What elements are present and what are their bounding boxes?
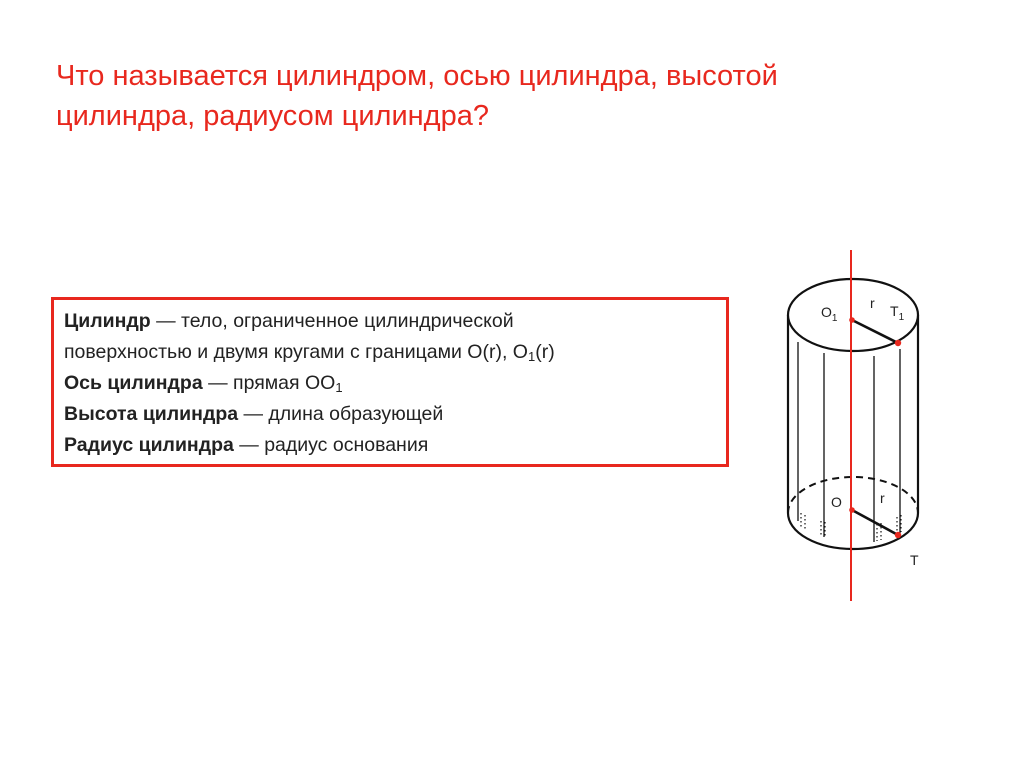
definition-height-text: — длина образующей: [238, 403, 444, 425]
definition-radius: [64, 430, 720, 461]
definition-axis: [64, 368, 720, 399]
definition-cylinder-text-2a: поверхностью и двумя кругами с границами O(r), O: [64, 341, 528, 363]
term-height: Высота цилиндра: [64, 403, 239, 425]
definitions-list: [64, 306, 720, 461]
definition-cylinder-line-2: [64, 337, 720, 368]
point-o: [849, 507, 855, 513]
term-radius: Радиус цилиндра: [64, 434, 234, 456]
label-o1: $O_1$: [821, 304, 838, 324]
definition-cylinder-line-1: [64, 306, 720, 337]
definition-cylinder-subscript: 1: [527, 349, 536, 364]
term-axis: Ось цилиндра: [64, 372, 203, 394]
point-t: [895, 532, 901, 538]
cylinder-figure: [770, 245, 950, 610]
slide-title: [56, 56, 956, 136]
bottom-radius-segment: [852, 510, 898, 535]
cylinder-diagram: [770, 245, 950, 610]
definition-radius-text: — радиус основания: [233, 434, 429, 456]
title-line-2: цилиндра, радиусом цилиндра?: [56, 100, 489, 132]
definition-cylinder-text: — тело, ограниченное цилиндрической: [150, 310, 514, 332]
label-o: O: [831, 494, 842, 510]
label-top-r: r: [870, 295, 875, 311]
definition-cylinder-text-2b: (r): [535, 341, 555, 363]
definition-axis-subscript: 1: [335, 380, 343, 395]
term-cylinder: Цилиндр: [64, 310, 151, 332]
point-t1: [895, 340, 901, 346]
generator-lines: [798, 342, 900, 542]
label-bottom-r: r: [880, 490, 885, 506]
title-line-1: Что называется цилиндром, осью цилиндра, высотой: [56, 60, 778, 92]
label-t: T: [910, 552, 919, 568]
point-o1: [849, 317, 855, 323]
label-t1: $T_1$: [890, 303, 905, 323]
definitions-box: [51, 297, 729, 467]
definition-height: [64, 399, 720, 430]
definition-axis-text: — прямая OO: [202, 372, 336, 394]
bottom-base-visible-edge: [788, 513, 918, 549]
